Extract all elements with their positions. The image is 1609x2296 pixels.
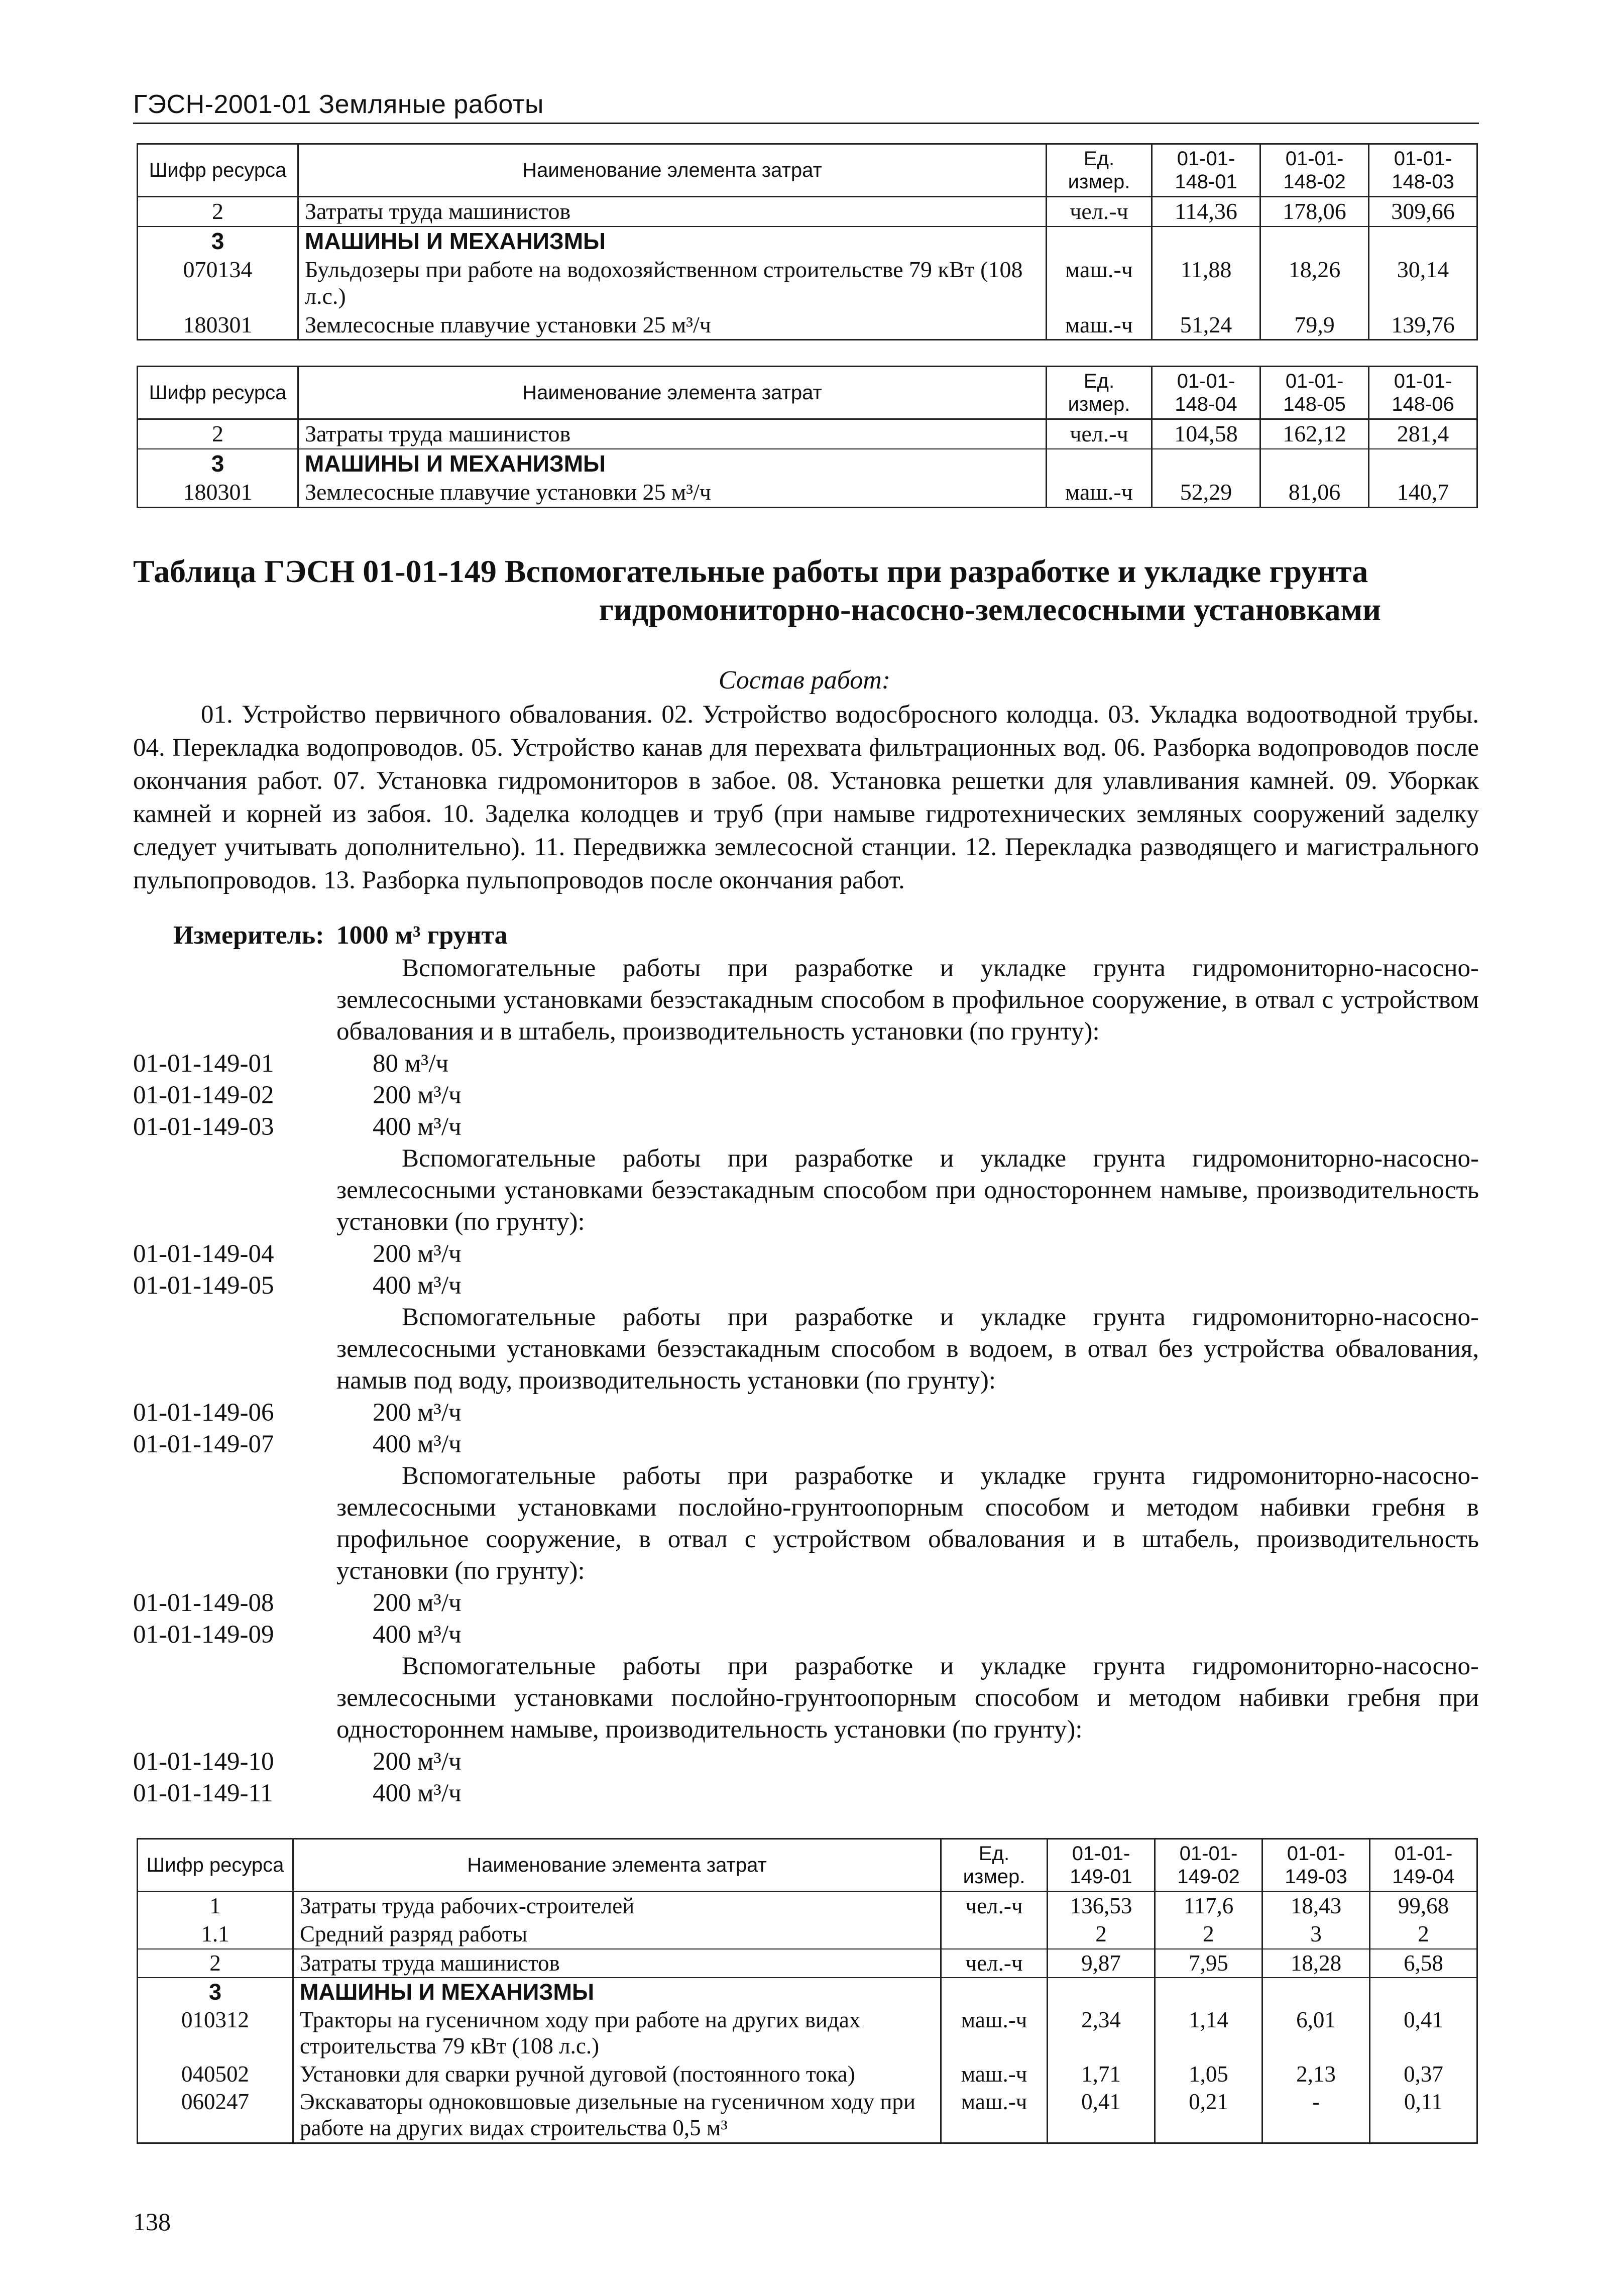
measure-value: 1000 м³ грунта [336, 921, 508, 950]
row-unit: маш.-ч [1047, 478, 1152, 507]
row-value: 309,66 [1369, 197, 1477, 226]
row-name: Средний разряд работы [293, 1920, 941, 1949]
row-name: Землесосные плавучие установки 25 м³/ч [298, 311, 1047, 340]
group-description: Вспомогательные работы при разработке и укладке грунта гидромониторно-насосно-землесосными установками безэстакадным способом в водоем, в отвал без устройства обвалования, намыв под воду, производительность установки (по грунту): [336, 1303, 1479, 1395]
row-name: Землесосные плавучие установки 25 м³/ч [298, 478, 1047, 507]
header-code: Шифр ресурса [138, 367, 298, 419]
table-row [138, 1978, 1477, 2006]
row-code: 180301 [138, 478, 298, 507]
row-value: 0,11 [1370, 2088, 1477, 2143]
row-unit: чел.-ч [1047, 419, 1152, 449]
measure-label: Измеритель: [173, 921, 324, 950]
list-item [133, 1048, 448, 1080]
item-code: 01-01-149-08 [133, 1589, 274, 1617]
resource-table-148-01-03 [137, 143, 1478, 340]
row-unit: чел.-ч [941, 1892, 1048, 1920]
table-title-line1: Таблица ГЭСН 01-01-149 Вспомогательные работы при разработке и укладке грунта [133, 553, 1368, 589]
row-value: 3 [1262, 1920, 1370, 1949]
table-row [138, 449, 1477, 478]
list-item [133, 1619, 462, 1651]
row-name: МАШИНЫ И МЕХАНИЗМЫ [298, 449, 1047, 478]
header-unit: Ед. измер. [941, 1839, 1048, 1892]
row-name: МАШИНЫ И МЕХАНИЗМЫ [298, 226, 1047, 256]
row-value: 2 [1155, 1920, 1262, 1949]
table-row [138, 2088, 1477, 2143]
row-value: 117,6 [1155, 1892, 1262, 1920]
header-col: 01-01-149-02 [1155, 1839, 1262, 1892]
header-col: 01-01-148-02 [1260, 144, 1369, 197]
page-number: 138 [133, 2208, 171, 2236]
sostav-heading: Состав работ: [718, 666, 891, 695]
item-value: 200 м³/ч [373, 1081, 462, 1109]
header-name: Наименование элемента затрат [298, 367, 1047, 419]
row-unit: маш.-ч [941, 2006, 1048, 2060]
header-col: 01-01-148-05 [1260, 367, 1369, 419]
header-col: 01-01-148-03 [1369, 144, 1477, 197]
row-code: 2 [138, 1949, 293, 1978]
table-row [138, 419, 1477, 449]
row-unit: маш.-ч [1047, 311, 1152, 340]
header-code: Шифр ресурса [138, 144, 298, 197]
row-name: Затраты труда машинистов [298, 419, 1047, 449]
row-unit: чел.-ч [941, 1949, 1048, 1978]
item-value: 200 м³/ч [373, 1240, 462, 1268]
header-unit: Ед. измер. [1047, 144, 1152, 197]
row-name: Затраты труда машинистов [293, 1949, 941, 1978]
row-value: 0,41 [1370, 2006, 1477, 2060]
row-value: 0,21 [1155, 2088, 1262, 2143]
header-col: 01-01-148-06 [1369, 367, 1477, 419]
list-item [133, 1080, 462, 1111]
item-code: 01-01-149-07 [133, 1430, 274, 1458]
row-code: 2 [138, 197, 298, 226]
table-row [138, 1892, 1477, 1920]
row-unit [941, 1920, 1048, 1949]
row-unit: чел.-ч [1047, 197, 1152, 226]
row-value: 140,7 [1369, 478, 1477, 507]
row-name: Экскаваторы одноковшовые дизельные на гусеничном ходу при работе на других видах строительства 0,5 м³ [293, 2088, 941, 2143]
item-value: 200 м³/ч [373, 1589, 462, 1617]
running-head: ГЭСН-2001-01 Земляные работы [133, 89, 1479, 124]
item-code: 01-01-149-10 [133, 1748, 274, 1776]
row-value: 104,58 [1152, 419, 1260, 449]
list-item [133, 1429, 462, 1460]
item-value: 400 м³/ч [373, 1621, 462, 1649]
item-code: 01-01-149-05 [133, 1272, 274, 1300]
header-unit: Ед. измер. [1047, 367, 1152, 419]
row-value: 114,36 [1152, 197, 1260, 226]
row-code: 180301 [138, 311, 298, 340]
header-name: Наименование элемента затрат [293, 1839, 941, 1892]
resource-table-148-04-06 [137, 366, 1478, 508]
item-code: 01-01-149-06 [133, 1399, 274, 1427]
item-code: 01-01-149-09 [133, 1621, 274, 1649]
list-item [133, 1397, 462, 1429]
row-value: 51,24 [1152, 311, 1260, 340]
row-value: 0,37 [1370, 2060, 1477, 2089]
row-code: 1 [138, 1892, 293, 1920]
row-value: 7,95 [1155, 1949, 1262, 1978]
row-name: Тракторы на гусеничном ходу при работе на других видах строительства 79 кВт (108 л.с.) [293, 2006, 941, 2060]
row-value: 139,76 [1369, 311, 1477, 340]
header-col: 01-01-148-01 [1152, 144, 1260, 197]
row-code: 070134 [138, 256, 298, 311]
row-unit: маш.-ч [941, 2088, 1048, 2143]
item-value: 200 м³/ч [373, 1748, 462, 1776]
header-code: Шифр ресурса [138, 1839, 293, 1892]
row-value: 11,88 [1152, 256, 1260, 311]
row-value: 2,13 [1262, 2060, 1370, 2089]
item-code: 01-01-149-03 [133, 1113, 274, 1141]
row-value: 30,14 [1369, 256, 1477, 311]
group-description: Вспомогательные работы при разработке и укладке грунта гидромониторно-насосно-землесосными установками безэстакадным способом в профильное сооружение, в отвал с устройством обвалования и в штабель, производительность установки (по грунту): [336, 954, 1479, 1046]
header-col: 01-01-149-04 [1370, 1839, 1477, 1892]
row-code: 010312 [138, 2006, 293, 2060]
group-description: Вспомогательные работы при разработке и укладке грунта гидромониторно-насосно-землесосными установками послойно-грунтоопорным способом и методом набивки гребня в профильное сооружение, в отвал с устройством обвалования и в штабель, производительность установки (по грунту): [336, 1462, 1479, 1585]
row-code: 3 [138, 449, 298, 478]
row-value: 2 [1370, 1920, 1477, 1949]
row-code: 060247 [138, 2088, 293, 2143]
item-code: 01-01-149-01 [133, 1050, 274, 1078]
row-unit: маш.-ч [1047, 256, 1152, 311]
row-value: 18,28 [1262, 1949, 1370, 1978]
table-row [138, 2060, 1477, 2089]
row-value: 99,68 [1370, 1892, 1477, 1920]
row-value: 79,9 [1260, 311, 1369, 340]
row-value: 18,26 [1260, 256, 1369, 311]
row-value: 162,12 [1260, 419, 1369, 449]
row-value: 178,06 [1260, 197, 1369, 226]
row-value: 1,14 [1155, 2006, 1262, 2060]
header-col: 01-01-148-04 [1152, 367, 1260, 419]
row-name: Затраты труда рабочих-строителей [293, 1892, 941, 1920]
measure-line [173, 921, 508, 950]
row-unit: маш.-ч [941, 2060, 1048, 2089]
sostav-text: 01. Устройство первичного обвалования. 02. Устройство водосбросного колодца. 03. Укладка водоотводной трубы. 04. Перекладка водопроводов. 05. Устройство канав для перехвата фильтрационных вод. 06. Разборка водопроводов после окончания работ. 07. Установка гидромониторов в забое. 08. Установка решетки для улавливания камней. 09. Уборкак камней и корней из забоя. 10. Заделка колодцев и труб (при намыве гидротехнических земляных сооружений заделку следует учитывать дополнительно). 11. Передвижка землесосной станции. 12. Перекладка разводящего и магистрального пульпопроводов. 13. Разборка пульпопроводов после окончания работ. [133, 701, 1479, 894]
table-row [138, 197, 1477, 226]
table-row [138, 311, 1477, 340]
item-value: 200 м³/ч [373, 1399, 462, 1427]
header-name: Наименование элемента затрат [298, 144, 1047, 197]
table-row [138, 226, 1477, 256]
item-value: 400 м³/ч [373, 1430, 462, 1458]
row-value: 136,53 [1048, 1892, 1155, 1920]
table-row [138, 2006, 1477, 2060]
row-code: 2 [138, 419, 298, 449]
row-value: 1,05 [1155, 2060, 1262, 2089]
table-row [138, 478, 1477, 507]
row-code: 040502 [138, 2060, 293, 2089]
table-row [138, 1949, 1477, 1978]
list-item [133, 1778, 462, 1809]
table-row [138, 1920, 1477, 1949]
table-title [133, 552, 1479, 628]
row-value: 0,41 [1048, 2088, 1155, 2143]
row-code: 1.1 [138, 1920, 293, 1949]
item-value: 80 м³/ч [373, 1050, 449, 1078]
row-value: - [1262, 2088, 1370, 2143]
item-value: 400 м³/ч [373, 1113, 462, 1141]
item-value: 400 м³/ч [373, 1779, 462, 1807]
item-code: 01-01-149-04 [133, 1240, 274, 1268]
row-value: 52,29 [1152, 478, 1260, 507]
row-name: Бульдозеры при работе на водохозяйственном строительстве 79 кВт (108 л.с.) [298, 256, 1047, 311]
row-name: Затраты труда машинистов [298, 197, 1047, 226]
row-value: 2 [1048, 1920, 1155, 1949]
list-item [133, 1587, 462, 1619]
table-title-line2: гидромониторно-насосно-землесосными установками [599, 591, 1381, 627]
item-code: 01-01-149-11 [133, 1779, 273, 1807]
row-value: 6,01 [1262, 2006, 1370, 2060]
row-value: 9,87 [1048, 1949, 1155, 1978]
row-name: Установки для сварки ручной дуговой (постоянного тока) [293, 2060, 941, 2089]
row-value: 81,06 [1260, 478, 1369, 507]
item-value: 400 м³/ч [373, 1272, 462, 1300]
row-value: 281,4 [1369, 419, 1477, 449]
row-code: 3 [138, 226, 298, 256]
row-value: 1,71 [1048, 2060, 1155, 2089]
row-value: 6,58 [1370, 1949, 1477, 1978]
list-item [133, 1746, 462, 1778]
table-row [138, 256, 1477, 311]
row-value: 18,43 [1262, 1892, 1370, 1920]
group-description: Вспомогательные работы при разработке и укладке грунта гидромониторно-насосно-землесосными установками послойно-грунтоопорным способом и методом набивки гребня при одностороннем намыве, производительность установки (по грунту): [336, 1652, 1479, 1744]
resource-table-149-01-04 [137, 1838, 1478, 2144]
list-item [133, 1270, 462, 1302]
list-item [133, 1111, 462, 1143]
header-col: 01-01-149-01 [1048, 1839, 1155, 1892]
row-value: 2,34 [1048, 2006, 1155, 2060]
header-col: 01-01-149-03 [1262, 1839, 1370, 1892]
group-description: Вспомогательные работы при разработке и укладке грунта гидромониторно-насосно-землесосными установками безэстакадным способом при одностороннем намыве, производительность установки (по грунту): [336, 1144, 1479, 1236]
row-name: МАШИНЫ И МЕХАНИЗМЫ [293, 1978, 941, 2006]
row-code: 3 [138, 1978, 293, 2006]
list-item [133, 1238, 462, 1270]
item-code: 01-01-149-02 [133, 1081, 274, 1109]
